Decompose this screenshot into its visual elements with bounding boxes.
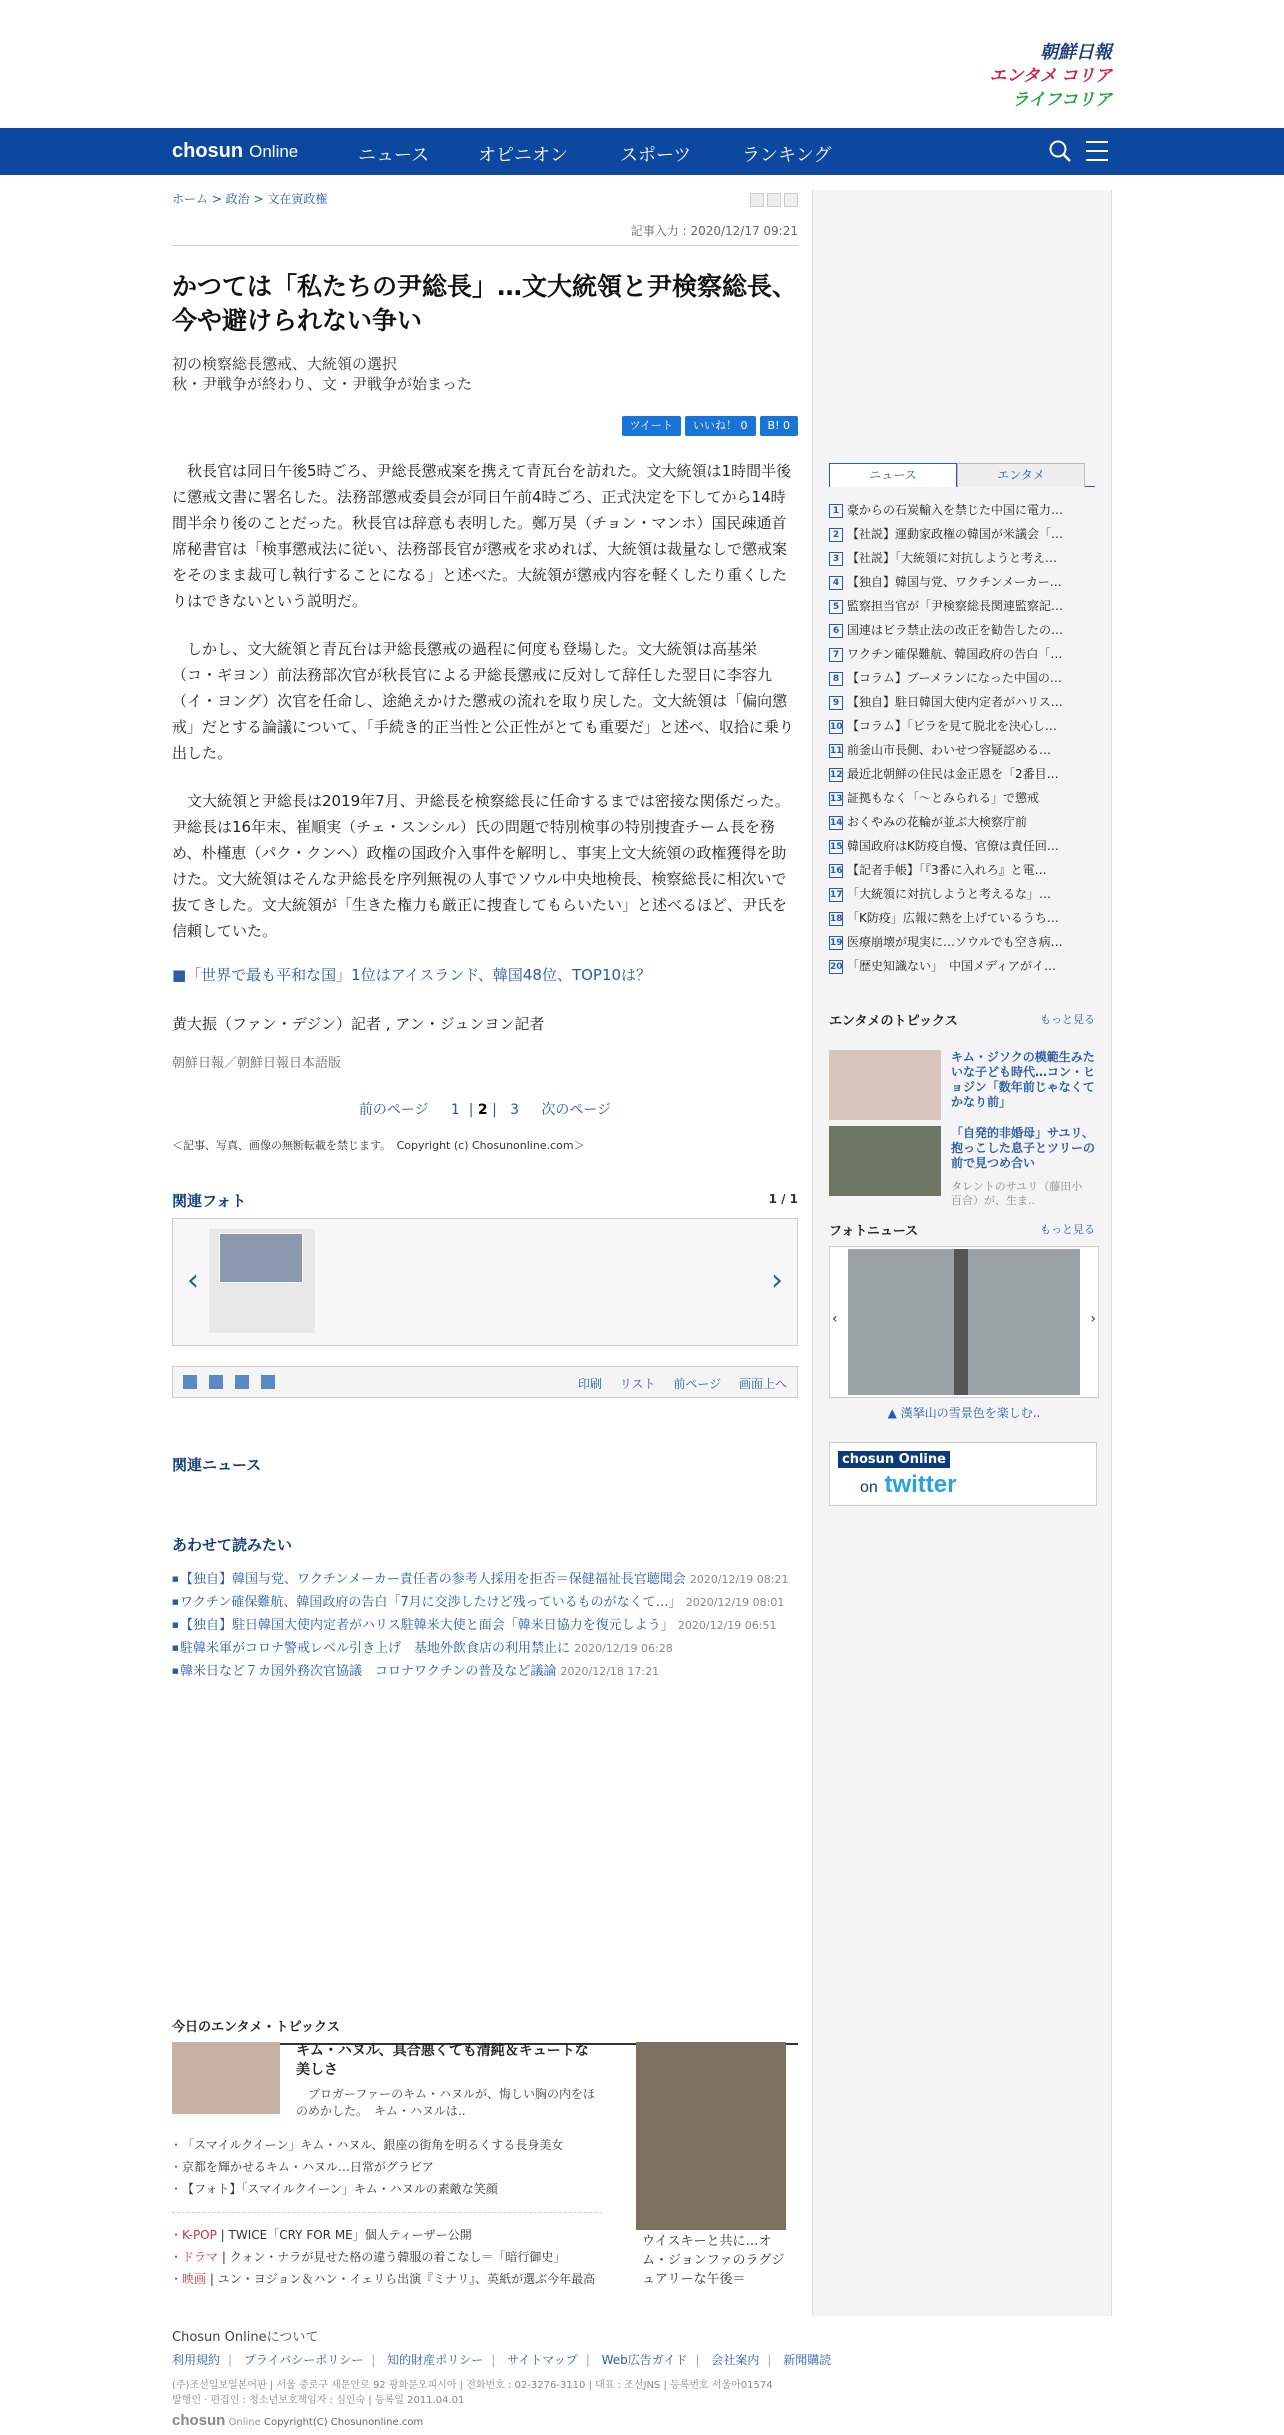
ranking-item[interactable]: 14 おくやみの花輪が並ぶ大検察庁前 (830, 815, 1028, 829)
list-item[interactable]: ・ K-POP | TWICE「CRY FOR ME」個人ティーザー公開 (172, 2224, 602, 2246)
article-source: 朝鮮日報／朝鮮日報日本語版 (172, 1056, 342, 1071)
ranking-item[interactable]: 3 【社説】「大統領に対抗しようと考え… (829, 546, 1095, 570)
share-buttons (172, 414, 798, 436)
footer-links: 利用規約 | プライバシーポリシー | 知的財産ポリシー | サイトマップ | Web広告ガイド | 会社案内 | 新聞購読 (172, 2353, 832, 2367)
like-button[interactable]: いいね！ 0 (685, 416, 756, 436)
ranking-item[interactable]: 11 前釜山市長側、わいせつ容疑認める… (830, 743, 1052, 757)
entame-main-image[interactable] (172, 2042, 280, 2114)
ranking-item[interactable]: 18 「K防疫」広報に熱を上げているうち… (830, 911, 1059, 925)
ranking-item[interactable]: 8 【コラム】ブーメランになった中国の… (829, 666, 1095, 690)
article-paragraph: 文大統領と尹総長は2019年7月、尹総長を検察総長に任命するまでは密接な関係だった。尹総長は16年末、崔順実（チェ・スンシル）氏の問題で特別検事の特別捜査チーム長を務め、朴槿恵（パク・クンヘ）政権の国政介入事件を解明し、事実上文大統領の政権獲得を助けた。文大統領はそんな尹総長を序列無視の人事でソウル中央地検長、検察総長に相次いで抜てきした。文大統領が「生きた権力も厳正に捜査してもらいたい」と述べるほど、尹氏を信頼していた。 (172, 792, 790, 940)
company-info: (주)조선일보일본어판 | 서울 중로구 새문안로 92 광화문오피시아 | 전화번호 : 02-3276-3110 | 대표 : 조선JNS | 등록번호 서울아01574 발행인 · 편집인 : 청소년보호책임자 : 심인숙 | 등록일 2011.04.01 (172, 2380, 773, 2406)
tab-news[interactable]: ニュース (829, 463, 957, 487)
today-entame-section (172, 2016, 798, 2287)
entame-main-desc: ブロガーファーのキム・ハヌルが、悔しい胸の内をほのめかした。 キム・ハヌルは.. (296, 2087, 596, 2118)
list-link[interactable]: リスト (619, 1377, 656, 1391)
hatena-bookmark-button[interactable]: B! 0 (760, 416, 798, 436)
brand-logo[interactable]: chosun Online (172, 140, 299, 162)
footer-title: Chosun Onlineについて (172, 2330, 319, 2345)
carousel-next-icon[interactable]: › (771, 1263, 783, 1298)
hamburger-menu-icon[interactable] (1086, 141, 1108, 161)
entame-side-caption[interactable]: ウイスキーと共に…オム・ジョンファのラグジュアリーな午後＝ (642, 2234, 785, 2287)
ranking-item[interactable]: 17 「大統領に対抗しようと考えるな」… (830, 887, 1052, 901)
font-large-icon[interactable] (767, 193, 781, 207)
ranking-item[interactable]: 20 「歴史知識ない」 中国メディアがイ… (830, 959, 1057, 973)
related-photos-title: 1 / 1 関連フォト (172, 1192, 798, 1210)
article-toolbar (172, 1366, 798, 1398)
today-entame-title: 今日のエンタメ・トピックス (172, 2016, 798, 2045)
page-2-current: 2 (477, 1102, 488, 1118)
nav-item-news[interactable]: ニュース (358, 145, 430, 166)
ranking-item[interactable]: 2 【社説】運動家政権の韓国が米議会「… (829, 522, 1095, 546)
photo-counter: 1 / 1 (768, 1192, 798, 1206)
entame-topics-title: エンタメのトピックス もっと見る (829, 1013, 1095, 1029)
more-link[interactable]: もっと見る (1040, 1013, 1095, 1026)
font-size-tools[interactable] (747, 192, 798, 211)
hatena-icon[interactable] (235, 1375, 249, 1389)
print-link[interactable]: 印刷 (577, 1377, 602, 1391)
footer-link[interactable]: サイトマップ (507, 2353, 578, 2367)
byline: 黄大振（ファン・デジン）記者 , アン・ジュンヨン記者 (172, 1015, 545, 1033)
photo-news-title: フォトニュース もっと見る (829, 1223, 1095, 1239)
article-body (172, 458, 798, 944)
ranking-list (829, 498, 1095, 978)
ranking-item[interactable]: 7 ワクチン確保難航、韓国政府の告白「… (829, 642, 1095, 666)
footer-link[interactable]: 会社案内 (711, 2353, 760, 2367)
entame-topic-image[interactable] (829, 1050, 941, 1120)
tab-entame[interactable]: エンタメ (957, 463, 1085, 487)
ranking-item[interactable]: 16 【記者手帳】「『3番に入れろ』と電… (830, 863, 1047, 877)
list-item[interactable]: ■ 【独自】韓国与党、ワクチンメーカー責任者の参考人採用を拒否＝保健福祉長官聴聞会 2020/12/19 08:21 (172, 1571, 798, 1588)
list-item[interactable]: ■ 駐韓米軍がコロナ警戒レベル引き上げ 基地外飲食店の利用禁止に 2020/12/19 06:28 (172, 1640, 798, 1657)
read-more-title: あわせて読みたい (172, 1536, 293, 1554)
subheading-line-1: 初の検察総長懲戒、大統領の選択 (172, 355, 398, 373)
list-item[interactable]: ■ 韓米日など７カ国外務次官協議 コロナワクチンの普及など議論 2020/12/18 17:21 (172, 1663, 798, 1680)
ranking-item[interactable]: 12 最近北朝鮮の住民は金正恩を「2番目… (830, 767, 1059, 781)
entame-topic-desc: タレントのサユリ（藤田小百合）が、生ま.. (951, 1180, 1083, 1207)
list-item[interactable]: ・ ドラマ | クォン・ナラが見せた格の違う韓服の着こなし＝「暗行御史」 (172, 2246, 602, 2268)
scroll-top-link[interactable]: 画面上へ (738, 1377, 787, 1391)
list-item[interactable]: ・ 京都を輝かせるキム・ハヌル…日常がグラビア (172, 2156, 602, 2178)
article-date: 記事入力 : 2020/12/17 09:21 (172, 222, 798, 246)
life-korea-logo[interactable]: ライフコリア (1011, 90, 1112, 109)
photo-next-icon[interactable]: › (1090, 1311, 1096, 1327)
twitter-icon[interactable] (183, 1375, 197, 1389)
footer-logo: chosun Online Copyright(C) Chosunonline.com (172, 2412, 424, 2429)
main-navbar (0, 128, 1284, 175)
nav-item-sports[interactable]: スポーツ (620, 145, 692, 166)
article-paragraph: 秋長官は同日午後5時ごろ、尹総長懲戒案を携えて青瓦台を訪れた。文大統領は1時間半後に懲戒文書に署名した。法務部懲戒委員会が同日午前4時ごろ、正式決定を下してから14時間半余り後のことだった。秋長官は辞意も表明した。鄭万昊（チョン・マンホ）国民疎通首席秘書官は「検事懲戒法に従い、法務部長官が懲戒を求めれば、大統領は裁量なしで懲戒案をそのまま裁可し執行することになる」と述べた。大統領が懲戒内容を軽くしたり重くしたりはできないという説明だ。 (172, 462, 792, 610)
ranking-item[interactable]: 15 韓国政府はK防疫自慢、官僚は責任回… (830, 839, 1059, 853)
article-subheading (172, 354, 798, 394)
next-page-link[interactable]: 次のページ (541, 1102, 612, 1118)
entame-topic-title[interactable]: 「自発的非婚母」サユリ、抱っこした息子とツリーの前で見つめ合い (951, 1126, 1096, 1170)
ranking-item[interactable]: 4 【独自】韓国与党、ワクチンメーカー… (829, 570, 1095, 594)
related-photos-carousel (172, 1218, 798, 1346)
entame-side-image[interactable] (636, 2042, 786, 2230)
related-photo-thumbnail[interactable] (209, 1229, 315, 1333)
photo-prev-icon[interactable]: ‹ (832, 1311, 838, 1327)
article-paragraph: しかし、文大統領と青瓦台は尹総長懲戒の過程に何度も登場した。文大統領は高基栄（コ・ギヨン）前法務部次官が秋長官による尹総長懲戒に反対して辞任した翌日に李容九（イ・ヨング）次官を任命し、途絶えかけた懲戒の流れを取り戻した。文大統領は「偏向懲戒」だとする論議について、「手続き的正当性と公正性がとても重要だ」と述べ、収拾に乗り出した。 (172, 640, 794, 762)
tweet-button[interactable]: ツイート (622, 416, 681, 436)
nav-item-ranking[interactable]: ランキング (742, 145, 832, 166)
carousel-prev-icon[interactable]: ‹ (187, 1263, 199, 1298)
list-item[interactable]: ・ 「スマイルクイーン」キム・ハヌル、銀座の街角を明るくする長身美女 (172, 2134, 602, 2156)
list-item[interactable]: ・ 映画 | ユン・ヨジョン＆ハン・イェリら出演『ミナリ』、英紙が選ぶ今年最高 (172, 2268, 602, 2290)
footer-link[interactable]: プライバシーポリシー (243, 2353, 364, 2367)
ranking-item[interactable]: 6 国連はビラ禁止法の改正を勧告したの… (829, 618, 1095, 642)
photo-news-caption[interactable]: ▲ 漢拏山の雪景色を楽しむ.. (887, 1406, 1041, 1420)
more-link[interactable]: もっと見る (1040, 1223, 1095, 1236)
header-logos (960, 40, 1112, 112)
breadcrumb[interactable]: ホーム > 政治 > 文在寅政権 (172, 192, 328, 206)
list-item[interactable]: ■ ワクチン確保難航、韓国政府の告白「7月に交渉したけど残っているものがなくて…」 2020/12/19 08:01 (172, 1594, 798, 1611)
prev-page-toolbar-link[interactable]: 前ページ (673, 1377, 722, 1391)
facebook-icon[interactable] (209, 1375, 223, 1389)
ranking-item[interactable]: 13 証拠もなく「～とみられる」で懲戒 (830, 791, 1040, 805)
chosun-ilbo-logo[interactable]: 朝鮮日報 (1040, 42, 1112, 62)
entame-topic-image[interactable] (829, 1126, 941, 1196)
ranking-tabs (829, 463, 1095, 487)
article-headline: かつては「私たちの尹総長」…文大統領と尹検察総長、今や避けられない争い (172, 272, 798, 335)
ranking-item[interactable]: 10 【コラム】「ビラを見て脱北を決心し… (830, 719, 1057, 733)
list-item[interactable]: ・ 【フォト】「スマイルクイーン」キム・ハヌルの素敵な笑顔 (172, 2178, 602, 2200)
ranking-item[interactable]: 1 豪からの石炭輸入を禁じた中国に電力… (829, 498, 1095, 522)
subheading-line-2: 秋・尹戦争が終わり、文・尹戦争が始まった (172, 375, 473, 393)
entame-topic-title[interactable]: キム・ジソクの模範生みたいな子ども時代…コン・ヒョジン「数年前じゃなくてかなり前」 (951, 1050, 1096, 1109)
page-1-link[interactable]: 1 (450, 1102, 460, 1118)
prev-page-link[interactable]: 前のページ (358, 1102, 429, 1118)
divider (172, 2212, 602, 2213)
ranking-item[interactable]: 19 医療崩壊が現実に…ソウルでも空き病… (830, 935, 1063, 949)
related-news-title: 関連ニュース (172, 1456, 262, 1474)
page-3-link[interactable]: 3 (510, 1102, 520, 1118)
photo-news-image[interactable] (848, 1249, 1080, 1395)
font-small-icon[interactable] (750, 193, 764, 207)
copyright-notice: ＜記事、写真、画像の無断転載を禁じます。 Copyright (c) Chosunonline.com＞ (172, 1139, 585, 1152)
footer-link[interactable]: Web広告ガイド (601, 2353, 688, 2367)
list-item[interactable]: ■ 【独自】駐日韓国大使内定者がハリス駐韓米大使と面会「韓米日協力を復元しよう」 2020/12/19 06:51 (172, 1617, 798, 1634)
ranking-item[interactable]: 5 監察担当官が「尹検察総長関連監察記… (829, 594, 1095, 618)
plus-icon[interactable] (784, 193, 798, 207)
photo-news-carousel (829, 1246, 1099, 1398)
nav-item-opinion[interactable]: オピニオン (478, 145, 568, 166)
footer-link[interactable]: 利用規約 (172, 2353, 221, 2367)
sidebar (812, 190, 1112, 2316)
footer-link[interactable]: 新聞購読 (783, 2353, 832, 2367)
footer (172, 2326, 1112, 2429)
twitter-banner[interactable]: chosun Online on twitter (829, 1442, 1097, 1506)
pagination: 前のページ 1 | 2 | 3 次のページ (358, 1102, 612, 1118)
related-article-link[interactable]: ■「世界で最も平和な国」1位はアイスランド、韓国48位、TOP10は？ (172, 966, 652, 984)
entame-korea-logo[interactable]: エンタメ コリア (989, 66, 1112, 85)
entame-main-title[interactable]: キム・ハヌル、具合悪くても清純＆キュートな美しさ (296, 2043, 589, 2078)
article-column (172, 190, 798, 2287)
ranking-item[interactable]: 9 【独自】駐日韓国大使内定者がハリス… (829, 690, 1095, 714)
read-more-section (172, 1534, 798, 1686)
mixi-icon[interactable] (261, 1375, 275, 1389)
search-icon[interactable] (1048, 139, 1072, 163)
footer-link[interactable]: 知的財産ポリシー (387, 2353, 484, 2367)
ad-slot (813, 190, 1111, 440)
